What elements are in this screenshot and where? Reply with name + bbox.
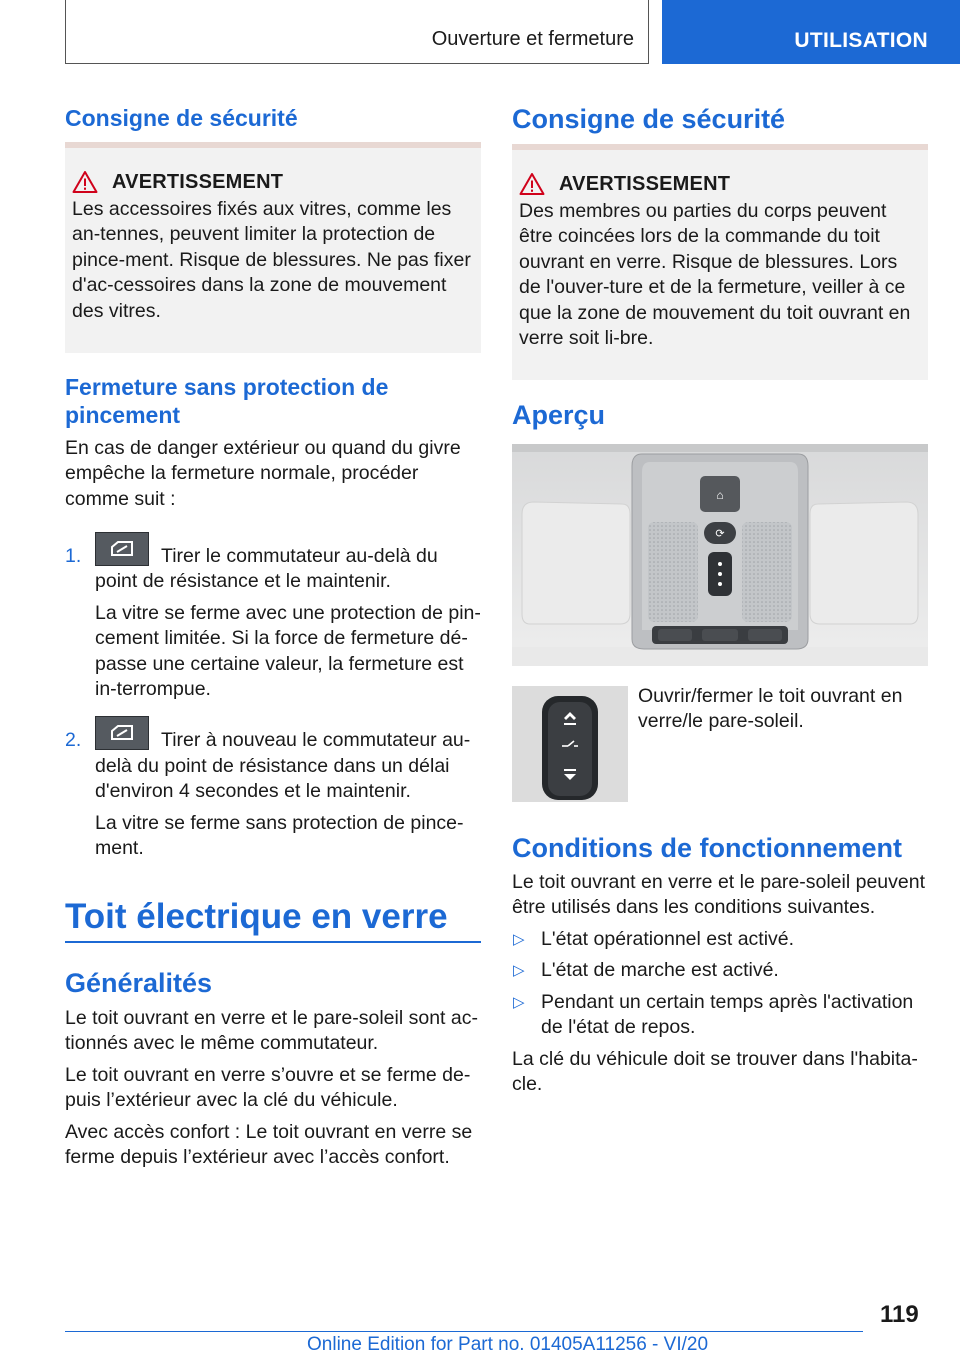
header-section-title: Ouverture et fermeture	[431, 28, 634, 50]
warning-header	[72, 170, 474, 194]
warning-text: Des membres ou parties du corps peuvent être coincées lors de la commande du toit ouvrant en verre. Risque de blessures. Lors de l'ouver-ture et de la fermeture, veiller à ce que la zone de mouvement du toit ouvrant en verre soit li-bre.	[519, 200, 911, 350]
warning-triangle-icon	[72, 170, 98, 194]
safety-heading-right: Consigne de sécurité	[512, 104, 786, 134]
window-switch-icon	[95, 716, 149, 750]
heading-rule	[65, 941, 481, 943]
steps-list	[65, 544, 481, 861]
general-heading: Généralités	[65, 968, 213, 998]
svg-text:⌂: ⌂	[716, 488, 724, 502]
warning-label: AVERTISSEMENT	[112, 170, 284, 193]
page-number: 119	[880, 1301, 919, 1328]
switch-caption: Ouvrir/fermer le toit ouvrant en verre/le pare-soleil.	[638, 685, 903, 733]
closing-intro: En cas de danger extérieur ou quand du givre empêche la fermeture normale, procéder comme suit :	[65, 437, 461, 510]
general-paragraph: Avec accès confort : Le toit ouvrant en verre se ferme depuis l’extérieur avec l’accès confort.	[65, 1120, 473, 1169]
step-note: La vitre se ferme sans protection de pince-ment.	[95, 811, 464, 860]
window-switch-icon	[95, 532, 149, 566]
footer-edition: Online Edition for Part no. 01405A11256 - VI/20	[307, 1334, 709, 1355]
step-text	[95, 544, 481, 595]
closing-heading: Fermeture sans protection de pincement	[65, 374, 389, 428]
conditions-list	[512, 927, 928, 1047]
step-1-text: Tirer le commutateur au-delà du point de résistance et le maintenir.	[95, 545, 438, 593]
general-paragraphs	[65, 1006, 481, 1170]
roof-heading: Toit électrique en verre	[65, 897, 448, 936]
step-text	[95, 728, 481, 804]
bullet-triangle-icon: ▷	[513, 931, 525, 948]
safety-heading-left: Consigne de sécurité	[65, 105, 298, 131]
warning-text: Les accessoires fixés aux vitres, comme les an-tennes, peuvent limiter la protection de pince-ment. Risque de blessures. Ne pas fixer d'ac-cessoires dans la zone de mouvement des vitres.	[72, 198, 471, 322]
warning-box-left	[65, 142, 481, 353]
step-note: La vitre se ferme avec une protection de pin-cement limitée. Si la force de fermeture dé-passe une certaine valeur, la fermeture est in-terrompue.	[95, 601, 481, 701]
roof-switch-image	[512, 686, 628, 802]
condition-item: ▷ Pendant un certain temps après l'activation de l'état de repos.	[513, 990, 914, 1039]
condition-item: ▷ L'état opérationnel est activé.	[512, 927, 928, 952]
footer-rule	[65, 1331, 863, 1332]
header-tab-box	[662, 0, 960, 64]
step-number: 2.	[65, 729, 82, 752]
general-paragraph: Le toit ouvrant en verre s’ouvre et se ferme de-puis l’extérieur avec la clé du véhicule.	[65, 1063, 471, 1112]
step-item	[65, 728, 481, 861]
warning-box-right	[512, 144, 928, 380]
overview-heading: Aperçu	[512, 400, 606, 430]
conditions-heading: Conditions de fonctionnement	[512, 833, 902, 863]
condition-item: ▷ L'état de marche est activé.	[512, 958, 928, 983]
header-tab-label: UTILISATION	[794, 29, 928, 52]
bullet-triangle-icon: ▷	[513, 962, 525, 980]
overhead-console-image	[512, 444, 928, 666]
conditions-intro: Le toit ouvrant en verre et le pare-soleil peuvent être utilisés dans les conditions suivantes.	[512, 871, 925, 919]
conditions-outro: La clé du véhicule doit se trouver dans l'habita-cle.	[512, 1048, 918, 1096]
general-paragraph: Le toit ouvrant en verre et le pare-soleil sont ac-tionnés avec le même commutateur.	[65, 1007, 478, 1055]
warning-header	[519, 172, 921, 196]
step-2-text: Tirer à nouveau le commutateur au-delà du point de résistance dans un délai d'environ 4 secondes et le maintenir.	[95, 729, 471, 803]
warning-label: AVERTISSEMENT	[559, 172, 731, 195]
bullet-triangle-icon: ▷	[513, 993, 525, 1011]
step-item	[65, 544, 481, 702]
header-section-box	[65, 0, 649, 64]
step-number: 1.	[65, 545, 82, 567]
warning-triangle-icon	[519, 172, 545, 196]
svg-text:⟳: ⟳	[715, 528, 725, 540]
